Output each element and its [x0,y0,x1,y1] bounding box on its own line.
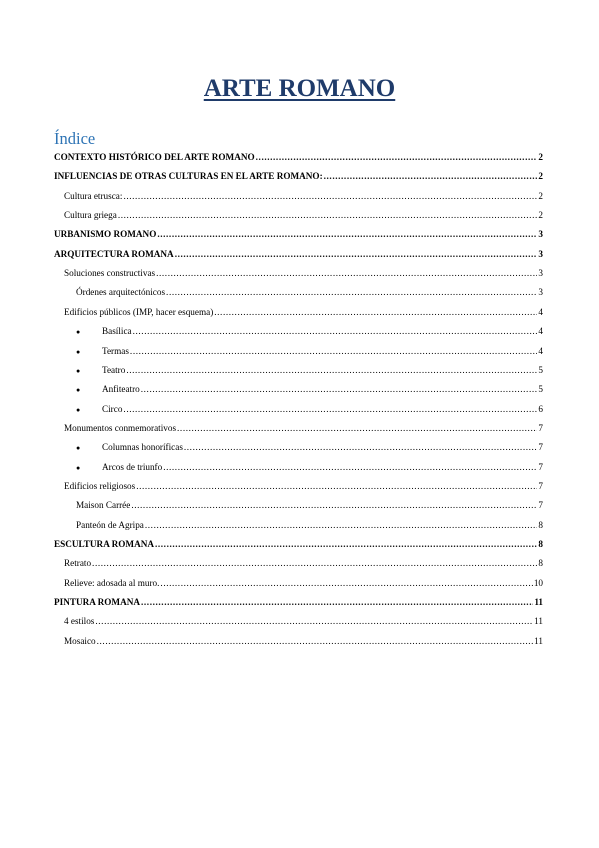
toc-entry-page-number: 3 [538,229,543,240]
toc-entry[interactable] [64,614,543,628]
dot-leader [324,169,538,183]
dot-leader [136,479,537,493]
toc-entry[interactable] [76,498,543,512]
toc-entry-label: Órdenes arquitectónicos [76,287,166,298]
dot-leader [95,614,533,628]
toc-entry[interactable] [64,266,543,280]
toc-entry-label: 4 estilos [64,616,95,627]
dot-leader [145,518,538,532]
toc-entry[interactable] [54,227,543,241]
toc-entry[interactable] [76,402,543,416]
bullet-icon: ● [76,366,81,375]
toc-entry[interactable] [76,382,543,396]
toc-entry-label: Basílica [102,326,132,337]
toc-heading: Índice [54,129,96,148]
toc-entry-label: Mosaico [64,635,96,646]
toc-entry-page-number: 2 [538,190,543,201]
toc-entry[interactable] [76,363,543,377]
toc-entry-label: Edificios religiosos [64,480,136,491]
dot-leader [123,189,537,203]
toc-entry-page-number: 8 [538,519,543,530]
bullet-icon: ● [76,444,81,453]
dot-leader [141,382,538,396]
toc-entry-label: Relieve: adosada al muro. [64,577,160,588]
dot-leader [131,498,537,512]
toc-entry[interactable] [76,518,543,532]
toc-entry-label: PINTURA ROMANA [54,597,141,608]
toc-entry-page-number: 7 [538,480,543,491]
dot-leader [256,150,538,164]
dot-leader [157,227,537,241]
toc-entry-page-number: 8 [538,539,543,549]
toc-entry[interactable] [76,324,543,338]
toc-entry[interactable] [54,537,543,551]
toc-entry[interactable] [64,189,543,203]
toc-entry[interactable] [64,479,543,493]
bullet-icon: ● [76,347,81,356]
toc-entry-label: ARQUITECTURA ROMANA [54,248,174,259]
toc-entry-label: Panteón de Agripa [76,519,144,530]
toc-entry-label: URBANISMO ROMANO [54,229,157,240]
toc-entry-label: Monumentos conmemorativos [64,422,177,433]
toc-entry-page-number: 7 [538,461,543,472]
toc-entry[interactable] [64,421,543,435]
toc-entry[interactable] [64,305,543,319]
toc-entry-page-number: 8 [538,558,543,569]
dot-leader [163,460,537,474]
bullet-icon: ● [76,328,81,337]
dot-leader [97,634,534,648]
dot-leader [166,285,537,299]
dot-leader [177,421,537,435]
toc-entry-page-number: 2 [538,210,543,221]
dot-leader [118,208,538,222]
dot-leader [214,305,537,319]
toc-entry-page-number: 10 [533,577,543,588]
toc-entry-label: Maison Carrée [76,500,131,511]
toc-entry-page-number: 7 [538,442,543,453]
toc-entry-label: Anfiteatro [102,384,140,395]
document-title: ARTE ROMANO [203,75,396,102]
toc-entry-page-number: 5 [538,384,543,395]
toc-entry[interactable] [54,150,543,164]
dot-leader [156,266,537,280]
toc-entry-page-number: 5 [538,364,543,375]
toc-entry[interactable] [64,576,543,590]
toc-entry-page-number: 11 [534,597,543,608]
toc-entry[interactable] [76,344,543,358]
bullet-icon: ● [76,405,81,414]
toc-entry-page-number: 4 [538,326,543,337]
toc-entry-page-number: 11 [534,635,543,646]
toc-entry-page-number: 2 [538,152,543,162]
dot-leader [155,537,537,551]
toc-entry-label: Cultura etrusca: [64,190,123,201]
dot-leader [141,595,533,609]
dot-leader [123,402,537,416]
toc-entry[interactable] [76,460,543,474]
dot-leader [184,440,538,454]
toc-entry-page-number: 4 [538,345,543,356]
toc-entry-label: INFLUENCIAS DE OTRAS CULTURAS EN EL ARTE ROMANO: [54,171,323,182]
toc-entry-page-number: 7 [538,422,543,433]
toc-entry-label: Soluciones constructivas [64,268,156,279]
toc-entry-page-number: 7 [538,500,543,511]
toc-entry[interactable] [76,440,543,454]
toc-entry-label: Circo [102,403,123,414]
toc-entry-label: Teatro [102,364,126,375]
dot-leader [130,344,537,358]
bullet-icon: ● [76,386,81,395]
toc-entry-label: CONTEXTO HISTÓRICO DEL ARTE ROMANO [54,152,255,162]
toc-entry[interactable] [64,634,543,648]
dot-leader [92,556,537,570]
toc-entry-label: Edificios públicos (IMP, hacer esquema) [64,306,214,317]
toc-entry-label: Arcos de triunfo [102,461,163,472]
toc-entry-label: Termas [102,345,129,356]
dot-leader [126,363,537,377]
toc-entry-page-number: 2 [538,171,543,182]
toc-entry-page-number: 3 [538,248,543,259]
dot-leader [175,247,538,261]
toc-entry-page-number: 6 [538,403,543,414]
dot-leader [133,324,538,338]
toc-entry-label: Retrato [64,558,92,569]
toc-entry[interactable] [54,247,543,261]
toc-entry-page-number: 3 [538,287,543,298]
toc-entry-label: Columnas honoríficas [102,442,183,453]
toc-entry[interactable] [76,285,543,299]
toc-entry[interactable] [64,556,543,570]
toc-entry-page-number: 11 [534,616,543,627]
toc-entry-label: ESCULTURA ROMANA [54,539,154,549]
toc-entry-page-number: 4 [538,306,543,317]
toc-entry[interactable] [54,169,543,183]
dot-leader [160,576,532,590]
toc-entry[interactable] [54,595,543,609]
toc-entry[interactable] [64,208,543,222]
bullet-icon: ● [76,463,81,472]
toc-entry-label: Cultura griega [64,210,117,221]
toc-entry-page-number: 3 [538,268,543,279]
